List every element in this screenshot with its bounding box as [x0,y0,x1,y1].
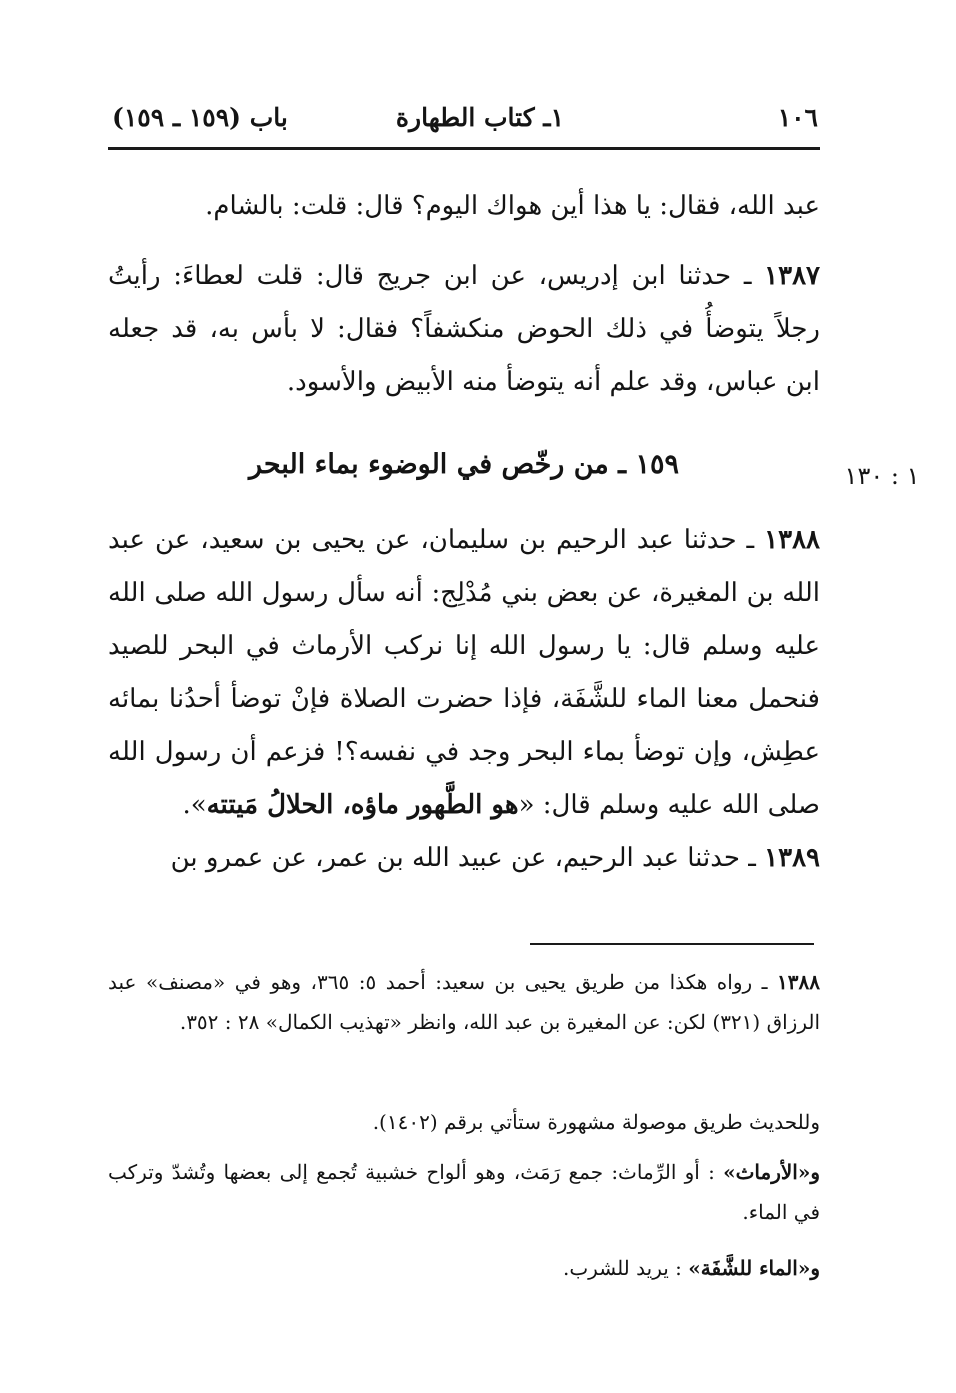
footnote-text: وللحديث طريق موصولة مشهورة ستأتي برقم (١٤٠٢). [372,1110,820,1134]
hadith-text: ـ حدثنا عبد الرحيم بن سليمان، عن يحيى بن سعيد، عن عبد الله بن المغيرة، عن بعض بني مُدْلِج: أنه سأل رسول الله صلى الله عليه وسلم قال: يا رسول الله إنا نركب الأرماث في البحر للصيد فنحمل معنا الماء للشَّفَة، فإذا حضرت الصلاة فإنْ توضأ أحدُنا بمائه عطِش، وإن توضأ بماء البحر وجد في نفسه؟! فزعم أن رسول الله صلى الله عليه وسلم قال: « [108,525,820,820]
paragraph-continuation [108,180,820,233]
footnote-text: : يريد للشرب. [563,1256,682,1280]
hadith-text: ـ حدثنا عبد الرحيم، عن عبيد الله بن عمر، عن عمرو بن [170,843,765,873]
hadith-text: ـ حدثنا ابن إدريس، عن ابن جريج قال: قلت لعطاءَ: رأيتُ رجلاً يتوضأُ في ذلك الحوض منكشفاً؟ فقال: لا بأس به، قد جعله ابن عباس، وقد علم أنه يتوضأ منه الأبيض والأسود. [108,261,820,397]
hadith-number: ١٣٨٨ [764,525,820,555]
footnote-text: ـ رواه هكذا من طريق يحيى بن سعيد: أحمد ٥: ٣٦٥، وهو في «مصنف» عبد الرزاق (٣٢١) لكن: عن المغيرة بن عبد الله، وانظر «تهذيب الكمال» ٢٨ : ٣٥٢. [108,970,820,1034]
footnote-1388 [108,962,820,1042]
book-title: ١ـ كتاب الطهارة [395,103,565,132]
footnote-text: : أو الرِّماث: جمع رَمَث، وهو ألواح خشبية تُجمع إلى بعضها وتُشدّ وتركب في الماء. [108,1160,820,1224]
hadith-number: ١٣٨٩ [764,843,820,873]
header-rule [108,147,820,150]
chapter-range: باب (١٥٩ ـ ١٥٩) [112,103,288,132]
footnote-number: ١٣٨٨ [777,970,820,994]
footnote-armath [108,1152,820,1232]
footnote-rule [530,943,814,945]
footnote-shafa [108,1248,820,1288]
footnote-term: و«الأرماث» [723,1160,820,1184]
section-title: ١٥٩ ـ من رخّص في الوضوء بماء البحر [249,449,679,480]
footnote-term: و«الماء للشَّفَة» [688,1256,820,1280]
hadith-1387 [108,250,820,409]
hadith-1388 [108,514,820,832]
hadith-text-end: ». [182,790,207,820]
paragraph-text: عبد الله، فقال: يا هذا أين هواك اليوم؟ قال: قلت: بالشام. [205,191,820,221]
hadith-1389 [108,832,820,885]
margin-reference: ١ : ١٣٠ [844,462,920,490]
footnote-note [108,1102,820,1142]
page-number: ١٠٦ [777,103,818,132]
hadith-quote: هو الطَّهور ماؤه، الحلالُ مَيتته [206,790,519,820]
hadith-number: ١٣٨٧ [764,261,820,291]
